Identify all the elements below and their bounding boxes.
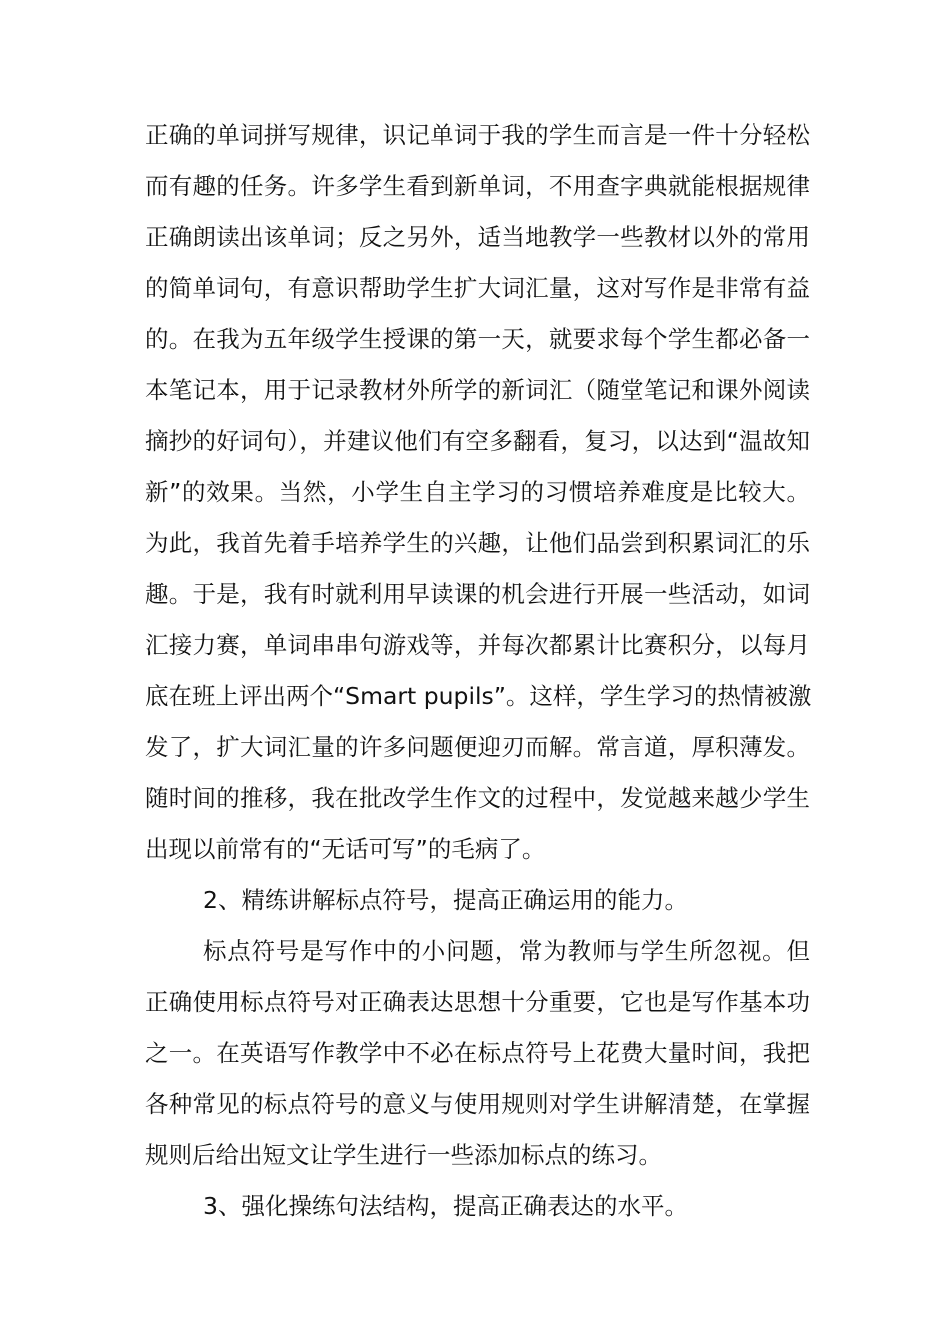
- text-line: 正确朗读出该单词；反之另外，适当地教学一些教材以外的常用: [145, 223, 810, 251]
- text-line: 为此，我首先着手培养学生的兴趣，让他们品尝到积累词汇的乐: [145, 529, 810, 557]
- text-line: 正确使用标点符号对正确表达思想十分重要，它也是写作基本功: [145, 988, 810, 1016]
- text-line: 趣。于是，我有时就利用早读课的机会进行开展一些活动，如词: [145, 580, 810, 608]
- text-line: 出现以前常有的“无话可写”的毛病了。: [145, 835, 546, 863]
- text-line: 汇接力赛，单词串串句游戏等，并每次都累计比赛积分，以每月: [145, 631, 810, 659]
- text-line: 本笔记本，用于记录教材外所学的新词汇（随堂笔记和课外阅读: [145, 376, 810, 404]
- text-line: 标点符号是写作中的小问题，常为教师与学生所忽视。但: [203, 937, 810, 965]
- text-line: 新”的效果。当然，小学生自主学习的习惯培养难度是比较大。: [145, 478, 810, 506]
- text-line: 规则后给出短文让学生进行一些添加标点的练习。: [145, 1141, 662, 1169]
- text-line: 各种常见的标点符号的意义与使用规则对学生讲解清楚，在掌握: [145, 1090, 810, 1118]
- text-line: 的简单词句，有意识帮助学生扩大词汇量，这对写作是非常有益: [145, 274, 810, 302]
- text-line: 摘抄的好词句），并建议他们有空多翻看，复习，以达到“温故知: [145, 427, 810, 455]
- section-heading: 3、强化操练句法结构，提高正确表达的水平。: [203, 1192, 688, 1220]
- text-line: 随时间的推移，我在批改学生作文的过程中，发觉越来越少学生: [145, 784, 810, 812]
- section-heading: 2、精练讲解标点符号，提高正确运用的能力。: [203, 886, 688, 914]
- text-line: 发了，扩大词汇量的许多问题便迎刃而解。常言道，厚积薄发。: [145, 733, 810, 761]
- text-line: 之一。在英语写作教学中不必在标点符号上花费大量时间，我把: [145, 1039, 810, 1067]
- text-line: 的。在我为五年级学生授课的第一天，就要求每个学生都必备一: [145, 325, 810, 353]
- text-line: 正确的单词拼写规律，识记单词于我的学生而言是一件十分轻松: [145, 121, 810, 149]
- text-line: 底在班上评出两个“Smart pupils”。这样，学生学习的热情被激: [145, 682, 812, 710]
- text-line: 而有趣的任务。许多学生看到新单词，不用查字典就能根据规律: [145, 172, 810, 200]
